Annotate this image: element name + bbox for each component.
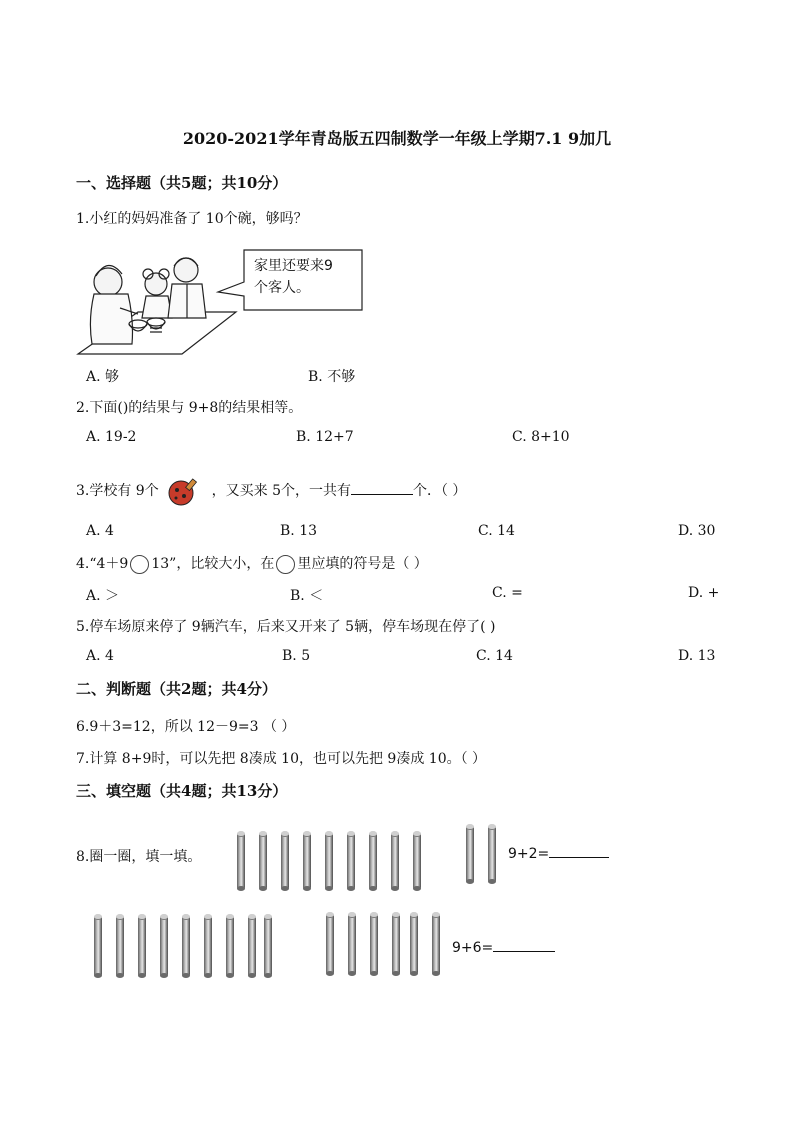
q4-text-before: 4.“4＋9 (76, 556, 129, 572)
question-1: 1.小红的妈妈准备了 10个碗，够吗？ (76, 211, 308, 227)
page-title: 2020-2021学年青岛版五四制数学一年级上学期7.1 9加几 (182, 129, 612, 148)
counting-rod (391, 831, 399, 891)
counting-rod (94, 914, 102, 978)
question-4 (76, 553, 428, 574)
question-7: 7.计算 8+9时，可以先把 8凑成 10，也可以先把 9凑成 10。（ ） (76, 751, 487, 767)
counting-rod (264, 914, 272, 978)
counting-rod (303, 831, 311, 891)
counting-rod (348, 912, 356, 976)
question-5: 5.停车场原来停了 9辆汽车，后来又开来了 5辆，停车场现在停了( ) (76, 619, 496, 635)
counting-rod (182, 914, 190, 978)
counting-rod (347, 831, 355, 891)
question-3 (76, 476, 466, 506)
q1-option-b[interactable]: B. 不够 (308, 369, 356, 385)
comparison-circle-icon[interactable] (130, 555, 149, 574)
counting-rod (325, 831, 333, 891)
counting-rod (226, 914, 234, 978)
q5-option-b[interactable]: B. 5 (282, 648, 311, 664)
q3-blank[interactable] (351, 494, 413, 495)
counting-rod (370, 912, 378, 976)
counting-rod (248, 914, 256, 978)
comparison-circle-icon (276, 555, 295, 574)
counting-rod (488, 824, 496, 884)
counting-rod (204, 914, 212, 978)
speech-line-2: 个客人。 (254, 280, 310, 296)
eq1-label: 9+2= (508, 846, 550, 862)
q2-text-after: )的结果与 9+8的结果相等。 (122, 400, 303, 416)
counting-rod (413, 831, 421, 891)
section-heading-choice: 一、选择题（共5题；共10分） (76, 174, 288, 192)
q1-option-a[interactable]: A. 够 (86, 369, 120, 385)
q4-text-after: 里应填的符号是（ ） (297, 556, 428, 572)
q3-option-a[interactable]: A. 4 (86, 523, 114, 539)
q3-text-before: 3.学校有 9个 (76, 483, 159, 499)
counting-rod (138, 914, 146, 978)
q2-option-b[interactable]: B. 12+7 (296, 429, 354, 445)
counting-rod (392, 912, 400, 976)
q2-option-a[interactable]: A. 19-2 (86, 429, 137, 445)
q4-option-d[interactable]: D. + (688, 585, 720, 601)
counting-rod (326, 912, 334, 976)
counting-rod (432, 912, 440, 976)
counting-rod (369, 831, 377, 891)
equation-9-plus-6 (452, 940, 555, 956)
counting-rod (259, 831, 267, 891)
speech-line-1: 家里还要来9 (254, 258, 333, 274)
speech-bubble-text (254, 255, 333, 299)
q3-text-after: ，又买来 5个，一共有 (211, 483, 351, 499)
q5-option-d[interactable]: D. 13 (678, 648, 716, 664)
question-6: 6.9＋3=12，所以 12－9=3 （ ） (76, 719, 296, 735)
q3-option-d[interactable]: D. 30 (678, 523, 716, 539)
q2-option-c[interactable]: C. 8+10 (512, 429, 570, 445)
q3-option-b[interactable]: B. 13 (280, 523, 318, 539)
q5-option-a[interactable]: A. 4 (86, 648, 114, 664)
counting-rod (237, 831, 245, 891)
eq1-answer-blank[interactable] (549, 857, 609, 858)
q5-option-c[interactable]: C. 14 (476, 648, 513, 664)
q2-text-before: 2.下面( (76, 400, 123, 416)
q4-option-a[interactable]: A. ＞ (86, 588, 120, 604)
q3-option-c[interactable]: C. 14 (478, 523, 515, 539)
question-2 (76, 397, 302, 417)
section-heading-fill: 三、填空题（共4题；共13分） (76, 782, 288, 800)
counting-rod (410, 912, 418, 976)
q4-option-c[interactable]: C. = (492, 585, 523, 601)
q4-text-mid: 13”，比较大小，在 (151, 556, 275, 572)
counting-rod (466, 824, 474, 884)
counting-rod (116, 914, 124, 978)
eq2-answer-blank[interactable] (493, 951, 555, 952)
counting-rod (160, 914, 168, 978)
eq2-label: 9+6= (452, 940, 494, 956)
question-8: 8.圈一圈，填一填。 (76, 849, 202, 865)
counting-rod (281, 831, 289, 891)
section-heading-judgment: 二、判断题（共2题；共4分） (76, 680, 277, 698)
ping-pong-paddle-icon (163, 476, 207, 506)
equation-9-plus-2 (508, 846, 609, 862)
q4-option-b[interactable]: B. ＜ (290, 588, 324, 604)
q3-text-end: 个．（ ） (412, 483, 467, 499)
